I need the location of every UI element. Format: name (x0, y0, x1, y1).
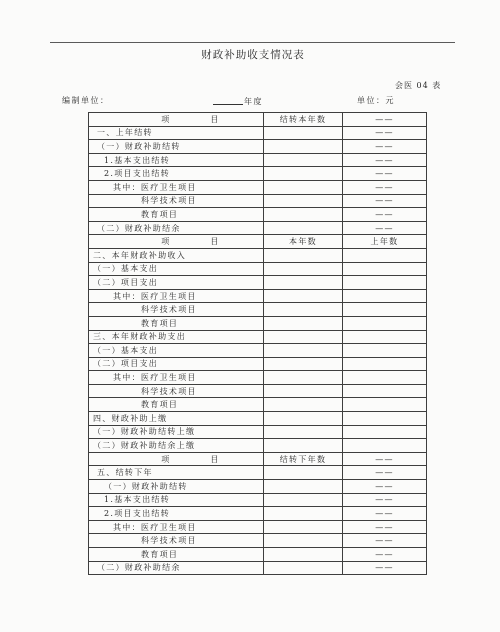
amount-cell (264, 276, 343, 290)
amount-cell (264, 167, 343, 181)
amount-cell (264, 140, 343, 154)
item-name-cell: （一）财政补助结转上缴 (89, 425, 264, 439)
table-row (89, 289, 427, 303)
table-row (89, 357, 427, 371)
document-title: 财政补助收支情况表 (201, 49, 305, 61)
table-row (89, 316, 427, 330)
amount-cell (264, 330, 343, 344)
preparer-label: 编制单位： (62, 96, 110, 105)
amount-cell (264, 534, 343, 548)
header-comparison-cell: —— (343, 452, 427, 466)
table-row (89, 153, 427, 167)
form-code: 会医 04 表 (395, 81, 442, 90)
comparison-cell (343, 398, 427, 412)
table-row (89, 466, 427, 480)
comparison-cell: —— (343, 548, 427, 562)
item-name-cell: 教育项目 (89, 398, 264, 412)
item-name-cell: 2.项目支出结转 (89, 167, 264, 181)
comparison-cell (343, 425, 427, 439)
item-name-cell: （二）财政补助结余上缴 (89, 439, 264, 453)
table-row (89, 534, 427, 548)
table-row (89, 439, 427, 453)
item-name-cell: 1.基本支出结转 (89, 493, 264, 507)
comparison-cell (343, 357, 427, 371)
comparison-cell: —— (343, 140, 427, 154)
amount-cell (264, 561, 343, 575)
amount-cell (264, 466, 343, 480)
item-name-cell: 其中：医疗卫生项目 (89, 180, 264, 194)
amount-cell (264, 480, 343, 494)
comparison-cell (343, 316, 427, 330)
amount-cell (264, 208, 343, 222)
item-name-cell: 1.基本支出结转 (89, 153, 264, 167)
table-header-row (89, 235, 427, 249)
item-name-cell: 其中：医疗卫生项目 (89, 371, 264, 385)
item-name-cell: 科学技术项目 (89, 303, 264, 317)
item-name-cell: 教育项目 (89, 548, 264, 562)
table-row (89, 126, 427, 140)
comparison-cell (343, 384, 427, 398)
item-name-cell: （一）基本支出 (89, 344, 264, 358)
comparison-cell: —— (343, 493, 427, 507)
item-name-cell: 五、结转下年 (89, 466, 264, 480)
header-item-name-cell: 项 目 (89, 452, 264, 466)
table-row (89, 548, 427, 562)
table-row (89, 276, 427, 290)
comparison-cell: —— (343, 507, 427, 521)
header-comparison-cell: —— (343, 113, 427, 127)
comparison-cell (343, 303, 427, 317)
header-amount-cell: 结转本年数 (264, 113, 343, 127)
amount-cell (264, 344, 343, 358)
table-row (89, 412, 427, 426)
header-amount-cell: 本年数 (264, 235, 343, 249)
amount-cell (264, 262, 343, 276)
comparison-cell (343, 344, 427, 358)
table-row (89, 303, 427, 317)
table-row (89, 208, 427, 222)
amount-cell (264, 398, 343, 412)
header-item-name-cell: 项 目 (89, 113, 264, 127)
table-header-row (89, 113, 427, 127)
comparison-cell (343, 248, 427, 262)
table-row (89, 371, 427, 385)
item-name-cell: 科学技术项目 (89, 534, 264, 548)
amount-cell (264, 384, 343, 398)
amount-cell (264, 289, 343, 303)
comparison-cell: —— (343, 520, 427, 534)
item-name-cell: 教育项目 (89, 208, 264, 222)
table-row (89, 384, 427, 398)
header-item-name-cell: 项 目 (89, 235, 264, 249)
comparison-cell (343, 276, 427, 290)
comparison-cell: —— (343, 534, 427, 548)
table-row (89, 194, 427, 208)
amount-cell (264, 357, 343, 371)
comparison-cell (343, 289, 427, 303)
amount-cell (264, 126, 343, 140)
year-field (213, 95, 263, 108)
header-amount-cell: 结转下年数 (264, 452, 343, 466)
amount-cell (264, 248, 343, 262)
amount-cell (264, 412, 343, 426)
statement-table (88, 112, 427, 575)
item-name-cell: 科学技术项目 (89, 384, 264, 398)
amount-cell (264, 439, 343, 453)
table-row (89, 561, 427, 575)
table-row (89, 493, 427, 507)
table-row (89, 425, 427, 439)
comparison-cell: —— (343, 208, 427, 222)
comparison-cell: —— (343, 221, 427, 235)
amount-cell (264, 221, 343, 235)
item-name-cell: 教育项目 (89, 316, 264, 330)
amount-cell (264, 507, 343, 521)
table-row (89, 221, 427, 235)
table-row (89, 507, 427, 521)
item-name-cell: （二）财政补助结余 (89, 561, 264, 575)
comparison-cell: —— (343, 480, 427, 494)
comparison-cell: —— (343, 466, 427, 480)
amount-cell (264, 194, 343, 208)
comparison-cell: —— (343, 126, 427, 140)
amount-cell (264, 153, 343, 167)
year-blank-line (213, 95, 243, 105)
item-name-cell: （一）财政补助结转 (89, 480, 264, 494)
table-row (89, 180, 427, 194)
item-name-cell: 三、本年财政补助支出 (89, 330, 264, 344)
item-name-cell: （一）财政补助结转 (89, 140, 264, 154)
amount-cell (264, 520, 343, 534)
table-row (89, 520, 427, 534)
item-name-cell: （一）基本支出 (89, 262, 264, 276)
comparison-cell (343, 330, 427, 344)
comparison-cell (343, 371, 427, 385)
amount-cell (264, 371, 343, 385)
comparison-cell: —— (343, 180, 427, 194)
table-row (89, 480, 427, 494)
table-row (89, 262, 427, 276)
amount-cell (264, 425, 343, 439)
statement-table-body (89, 113, 427, 575)
item-name-cell: 二、本年财政补助收入 (89, 248, 264, 262)
item-name-cell: 2.项目支出结转 (89, 507, 264, 521)
table-row (89, 248, 427, 262)
table-row (89, 398, 427, 412)
amount-cell (264, 180, 343, 194)
item-name-cell: （二）项目支出 (89, 357, 264, 371)
table-row (89, 344, 427, 358)
comparison-cell: —— (343, 153, 427, 167)
item-name-cell: 其中：医疗卫生项目 (89, 520, 264, 534)
item-name-cell: 四、财政补助上缴 (89, 412, 264, 426)
item-name-cell: 其中：医疗卫生项目 (89, 289, 264, 303)
table-row (89, 330, 427, 344)
amount-cell (264, 493, 343, 507)
amount-cell (264, 548, 343, 562)
header-comparison-cell: 上年数 (343, 235, 427, 249)
item-name-cell: 一、上年结转 (89, 126, 264, 140)
item-name-cell: 科学技术项目 (89, 194, 264, 208)
item-name-cell: （二）项目支出 (89, 276, 264, 290)
table-row (89, 167, 427, 181)
currency-unit-label: 单位：元 (357, 96, 395, 105)
amount-cell (264, 303, 343, 317)
comparison-cell: —— (343, 561, 427, 575)
table-header-row (89, 452, 427, 466)
top-rule (50, 42, 455, 43)
comparison-cell: —— (343, 194, 427, 208)
table-row (89, 140, 427, 154)
comparison-cell (343, 412, 427, 426)
year-label: 年度 (244, 97, 263, 106)
comparison-cell (343, 439, 427, 453)
item-name-cell: （二）财政补助结余 (89, 221, 264, 235)
comparison-cell: —— (343, 167, 427, 181)
comparison-cell (343, 262, 427, 276)
amount-cell (264, 316, 343, 330)
